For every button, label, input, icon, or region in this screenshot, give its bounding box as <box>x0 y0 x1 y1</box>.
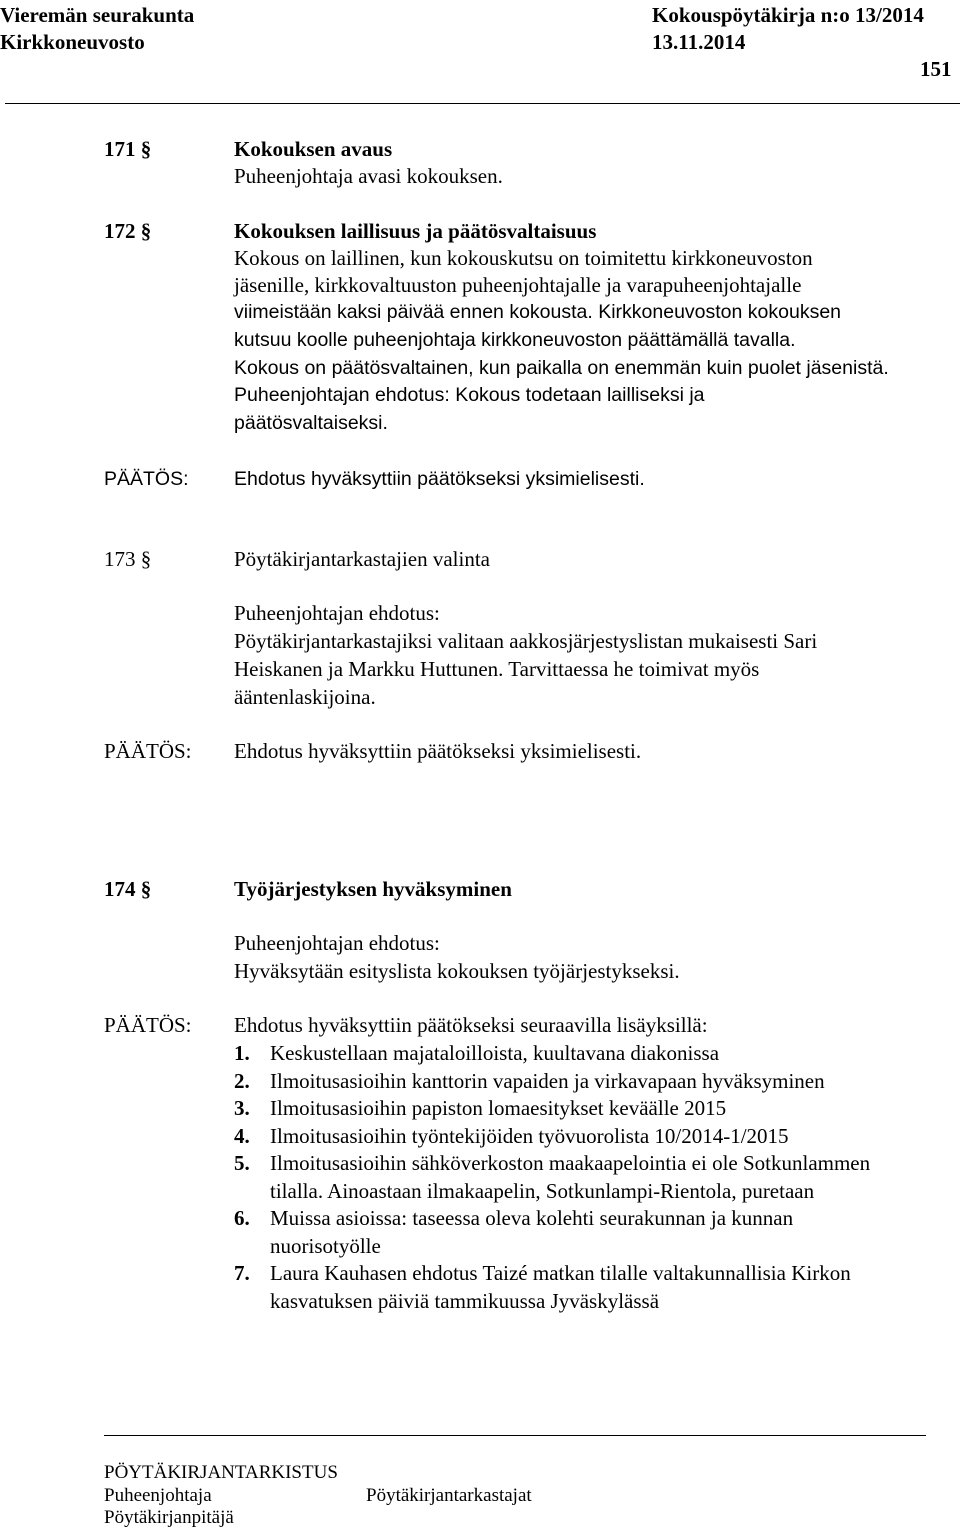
section-172-proposal <box>234 382 705 409</box>
proposal-label: Puheenjohtajan ehdotus <box>234 384 445 406</box>
addition-item-number: 3. <box>234 1096 250 1120</box>
addition-item-text: Ilmoitusasioihin kanttorin vapaiden ja virkavapaan hyväksyminen <box>270 1068 825 1093</box>
section-172-number: 172 § <box>104 219 152 243</box>
section-174-proposal-label: Puheenjohtajan ehdotus: <box>234 931 440 955</box>
addition-item-number: 2. <box>234 1068 250 1093</box>
footer-title: PÖYTÄKIRJANTARKISTUS <box>104 1462 338 1483</box>
section-172-proposal-cont: päätösvaltaiseksi. <box>234 412 388 434</box>
footer-rule <box>104 1435 926 1436</box>
addition-item-text: Ilmoitusasioihin papiston lomaesitykset keväälle 2015 <box>270 1096 727 1120</box>
addition-item-number: 6. <box>234 1206 250 1230</box>
section-172-decision-label: PÄÄTÖS: <box>104 468 189 490</box>
addition-item-text: Ilmoitusasioihin työntekijöiden työvuorolista 10/2014-1/2015 <box>270 1123 789 1148</box>
section-173-line-3: ääntenlaskijoina. <box>234 685 376 709</box>
footer-checkers: Pöytäkirjantarkastajat <box>366 1485 532 1506</box>
section-174-decision: Ehdotus hyväksyttiin päätökseksi seuraavilla lisäyksillä: <box>234 1013 708 1037</box>
addition-item-text: Ilmoitusasioihin sähköverkoston maakaapelointia ei ole Sotkunlammen <box>270 1151 871 1175</box>
section-172-decision: Ehdotus hyväksyttiin päätökseksi yksimielisesti. <box>234 468 645 490</box>
addition-item-text: Keskustellaan majataloilloista, kuultavana diakonissa <box>270 1041 720 1065</box>
section-173-line-2: Heiskanen ja Markku Huttunen. Tarvittaessa he toimivat myös <box>234 657 760 681</box>
section-172-line-2: jäsenille, kirkkovaltuuston puheenjohtajalle ja varapuheenjohtajalle <box>234 273 802 297</box>
addition-item-text: nuorisotyölle <box>270 1233 381 1258</box>
proposal-text: : Kokous todetaan lailliseksi ja <box>444 384 705 406</box>
addition-item-number: 5. <box>234 1151 250 1175</box>
section-173-decision-label: PÄÄTÖS: <box>104 739 192 763</box>
addition-item-text: tilalla. Ainoastaan ilmakaapelin, Sotkunlampi-Rientola, puretaan <box>270 1178 815 1203</box>
section-173-number: 173 § <box>104 547 152 571</box>
section-174-proposal-text: Hyväksytään esityslista kokouksen työjärjestykseksi. <box>234 959 680 983</box>
header-body: Kirkkoneuvosto <box>0 30 145 54</box>
section-173-proposal-label: Puheenjohtajan ehdotus: <box>234 601 440 625</box>
footer-secretary: Pöytäkirjanpitäjä <box>104 1507 234 1528</box>
section-172-line-3: viimeistään kaksi päivää ennen kokousta. Kirkkoneuvoston kokouksen <box>234 301 842 323</box>
section-171-text: Puheenjohtaja avasi kokouksen. <box>234 164 503 188</box>
section-172-title: Kokouksen laillisuus ja päätösvaltaisuus <box>234 219 597 243</box>
page-number: 151 <box>920 57 952 81</box>
section-174-title: Työjärjestyksen hyväksyminen <box>234 877 512 901</box>
section-172-line-1: Kokous on laillinen, kun kokouskutsu on toimitettu kirkkoneuvoston <box>234 246 813 270</box>
header-doc-title: Kokouspöytäkirja n:o 13/2014 <box>652 3 924 27</box>
addition-item-number: 4. <box>234 1123 250 1148</box>
addition-item-text: kasvatuksen päiviä tammikuussa Jyväskylässä <box>270 1288 660 1313</box>
addition-item-text: Laura Kauhasen ehdotus Taizé matkan tilalle valtakunnallisia Kirkon <box>270 1261 851 1285</box>
footer-chair: Puheenjohtaja <box>104 1485 212 1506</box>
section-171-number: 171 § <box>104 137 152 161</box>
header-org: Vieremän seurakunta <box>0 3 195 27</box>
section-174-decision-label: PÄÄTÖS: <box>104 1013 192 1037</box>
section-173-line-1: Pöytäkirjantarkastajiksi valitaan aakkosjärjestyslistan mukaisesti Sari <box>234 629 818 653</box>
addition-item-number: 7. <box>234 1261 250 1285</box>
section-173-decision: Ehdotus hyväksyttiin päätökseksi yksimielisesti. <box>234 739 642 763</box>
section-171-title: Kokouksen avaus <box>234 137 393 161</box>
header-rule <box>5 103 960 104</box>
section-172-line-4: kutsuu koolle puheenjohtaja kirkkoneuvoston päättämällä tavalla. <box>234 329 796 351</box>
section-174-number: 174 § <box>104 877 152 901</box>
header-date: 13.11.2014 <box>652 30 746 54</box>
addition-item-number: 1. <box>234 1041 250 1065</box>
addition-item-text: Muissa asioissa: taseessa oleva kolehti seurakunnan ja kunnan <box>270 1206 794 1230</box>
section-173-title: Pöytäkirjantarkastajien valinta <box>234 547 490 571</box>
section-172-line-5: Kokous on päätösvaltainen, kun paikalla on enemmän kuin puolet jäsenistä. <box>234 357 889 379</box>
